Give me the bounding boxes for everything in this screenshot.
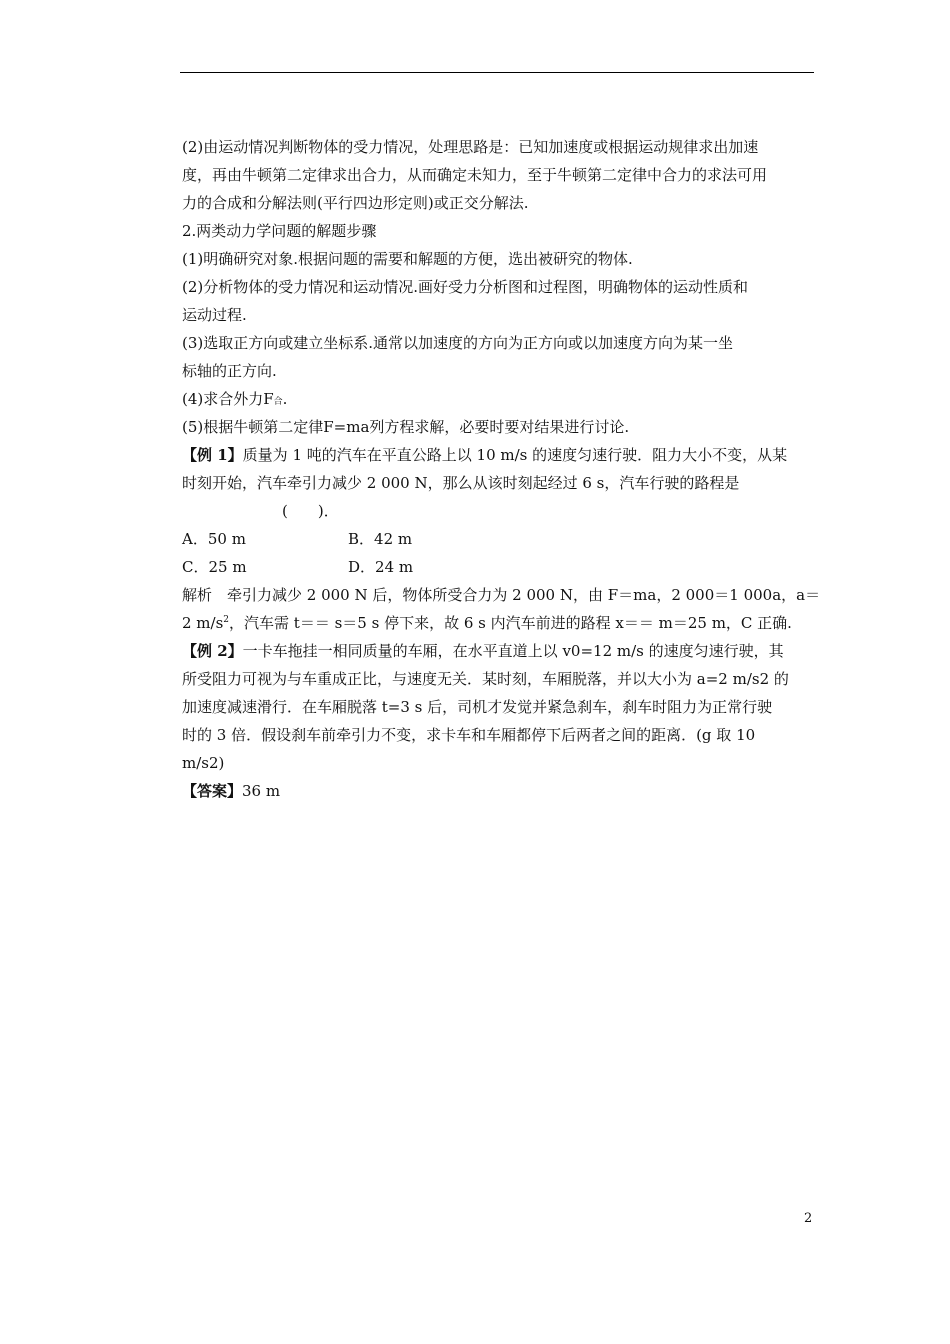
options-row-1 [182, 525, 822, 553]
answer-line [182, 777, 822, 805]
step-3-cont: 标轴的正方向. [182, 362, 277, 380]
step-1: (1)明确研究对象.根据问题的需要和解题的方便，选出被研究的物体. [182, 250, 633, 268]
example-2-text: 一卡车拖挂一相同质量的车厢，在水平直道上以 v0=12 m/s 的速度匀速行驶，其 [242, 642, 784, 660]
section-heading: 2.两类动力学问题的解题步骤 [182, 222, 377, 240]
answer-label: 【答案】 [182, 782, 243, 800]
step-4-subscript: 合 [273, 397, 283, 407]
example-2-line-5: m/s2) [182, 754, 225, 772]
example-2-line-1 [182, 637, 822, 665]
text-line: 力的合成和分解法则(平行四边形定则)或正交分解法. [182, 194, 529, 212]
text-line: 度，再由牛顿第二定律求出合力，从而确定未知力，至于牛顿第二定律中合力的求法可用 [182, 166, 768, 184]
example-2-line-2: 所受阻力可视为与车重成正比，与速度无关．某时刻，车厢脱落，并以大小为 a=2 m/s2 的 [182, 670, 789, 688]
step-4-text: (4)求合外力F [182, 390, 274, 408]
step-4-end: . [282, 390, 288, 408]
step-4 [182, 385, 822, 413]
answer-value: 36 m [242, 782, 281, 800]
example-2-line-3: 加速度减速滑行．在车厢脱落 t=3 s 后，司机才发觉并紧急刹车，刹车时阻力为正常行驶 [182, 698, 773, 716]
solution-pre: 2 m/s [182, 614, 224, 632]
option-a: A．50 m [182, 530, 246, 548]
solution-line-2 [182, 609, 822, 637]
answer-blank: ( )． [282, 502, 339, 520]
option-c: C．25 m [182, 558, 247, 576]
example-1-line-1 [182, 441, 822, 469]
solution-superscript: 2 [223, 615, 230, 625]
solution-line-1: 解析 牵引力减少 2 000 N 后，物体所受合力为 2 000 N，由 F＝ma，2 000＝1 000a，a＝ [182, 586, 821, 604]
example-1-label: 【例 1】 [182, 446, 243, 464]
step-3: (3)选取正方向或建立坐标系.通常以加速度的方向为正方向或以加速度方向为某一坐 [182, 334, 734, 352]
step-5: (5)根据牛顿第二定律F=ma列方程求解，必要时要对结果进行讨论. [182, 418, 630, 436]
example-2-label: 【例 2】 [182, 642, 243, 660]
text-line: (2)由运动情况判断物体的受力情况，处理思路是：已知加速度或根据运动规律求出加速 [182, 138, 759, 156]
header-rule [180, 72, 814, 73]
example-1-text: 质量为 1 吨的汽车在平直公路上以 10 m/s 的速度匀速行驶．阻力大小不变，从某 [242, 446, 788, 464]
option-b: B．42 m [348, 530, 413, 548]
step-2-cont: 运动过程. [182, 306, 247, 324]
step-2: (2)分析物体的受力情况和运动情况.画好受力分析图和过程图，明确物体的运动性质和 [182, 278, 749, 296]
page-number: 2 [804, 1211, 813, 1226]
solution-post: ，汽车需 t＝＝ s＝5 s 停下来，故 6 s 内汽车前进的路程 x＝＝ m＝25 m，C 正确. [229, 614, 792, 632]
example-2-line-4: 时的 3 倍．假设刹车前牵引力不变，求卡车和车厢都停下后两者之间的距离．(g 取 10 [182, 726, 756, 744]
document-body [182, 133, 822, 805]
option-d: D．24 m [348, 558, 414, 576]
example-1-line-2: 时刻开始，汽车牵引力减少 2 000 N，那么从该时刻起经过 6 s，汽车行驶的路程是 [182, 474, 740, 492]
options-row-2 [182, 553, 822, 581]
